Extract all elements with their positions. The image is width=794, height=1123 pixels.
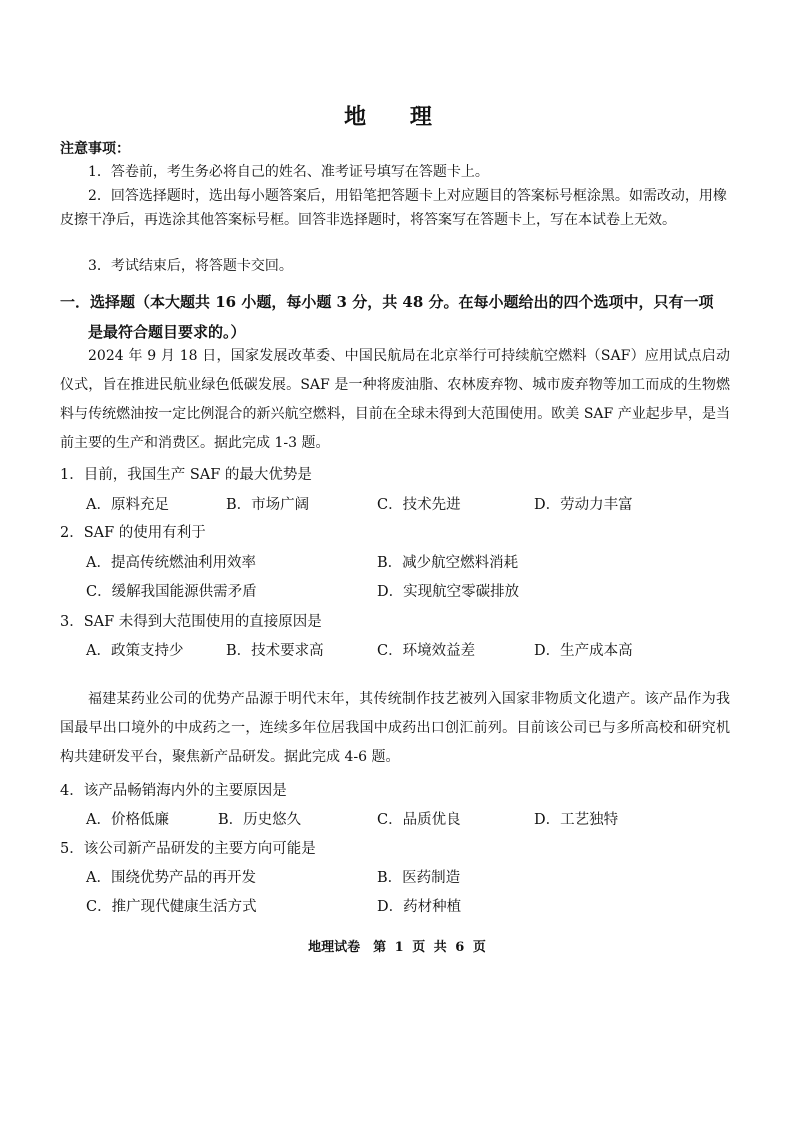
question-4-option-c: C．品质优良 [377, 812, 461, 828]
section-heading-line-1: 一．选择题（本大题共 16 小题，每小题 3 分，共 48 分。在每小题给出的四个选项中，只有一项 [60, 293, 714, 311]
question-4-option-a: A．价格低廉 [86, 812, 169, 828]
notice-heading: 注意事项： [60, 141, 130, 157]
question-1-option-d: D．劳动力丰富 [534, 497, 633, 513]
passage-saf: 2024 年 9 月 18 日，国家发展改革委、中国民航局在北京举行可持续航空燃料（SAF）应用试点启动仪式，旨在推进民航业绿色低碳发展。SAF 是一种将废油脂、农林废弃物、城市废弃物等加工而成的生物燃料与传统燃油按一定比例混合的新兴航空燃料，目前在全球未得到大范围使用。欧美 SAF 产业起步早，是当前主要的生产和消费区。据此完成 1-3 题。 [60, 348, 730, 451]
question-5-option-b: B．医药制造 [377, 870, 461, 886]
notice-item-3: 3．考试结束后，将答题卡交回。 [88, 258, 293, 274]
section-heading [60, 287, 730, 347]
question-5-option-d: D．药材种植 [377, 899, 462, 915]
question-3-option-a: A．政策支持少 [86, 643, 184, 659]
question-1-stem: 1．目前，我国生产 SAF 的最大优势是 [60, 467, 312, 483]
notice-item-2: 2．回答选择题时，选出每小题答案后，用铅笔把答题卡上对应题目的答案标号框涂黑。如需改动，用橡皮擦干净后，再选涂其他答案标号框。回答非选择题时，将答案写在答题卡上，写在本试卷上无效。 [60, 188, 727, 228]
question-2-option-c: C．缓解我国能源供需矛盾 [86, 584, 257, 600]
question-2-option-b: B．减少航空燃料消耗 [377, 555, 519, 571]
page-footer: 地理试卷 第 1 页 共 6 页 [308, 940, 486, 955]
question-3-option-c: C．环境效益差 [377, 643, 476, 659]
question-2-option-d: D．实现航空零碳排放 [377, 584, 520, 600]
question-4-stem: 4．该产品畅销海内外的主要原因是 [60, 783, 287, 799]
section-heading-line-2: 是最符合题目要求的。） [88, 323, 246, 341]
question-3-option-d: D．生产成本高 [534, 643, 633, 659]
question-4-option-d: D．工艺独特 [534, 812, 619, 828]
question-2-stem: 2．SAF 的使用有利于 [60, 525, 206, 541]
passage-pharma: 福建某药业公司的优势产品源于明代末年，其传统制作技艺被列入国家非物质文化遗产。该产品作为我国最早出口境外的中成药之一，连续多年位居我国中成药出口创汇前列。目前该公司已与多所高校和研究机构共建研发平台，聚焦新产品研发。据此完成 4-6 题。 [60, 691, 730, 765]
page-title: 地 理 [344, 104, 450, 130]
notice-item-1: 1．答卷前，考生务必将自己的姓名、准考证号填写在答题卡上。 [88, 164, 489, 180]
question-1-option-b: B．市场广阔 [226, 497, 310, 513]
question-5-option-c: C．推广现代健康生活方式 [86, 899, 257, 915]
question-4-option-b: B．历史悠久 [218, 812, 302, 828]
question-3-option-b: B．技术要求高 [226, 643, 324, 659]
question-1-option-a: A．原料充足 [86, 497, 169, 513]
question-2-option-a: A．提高传统燃油利用效率 [86, 555, 256, 571]
question-5-option-a: A．围绕优势产品的再开发 [86, 870, 256, 886]
question-1-option-c: C．技术先进 [377, 497, 461, 513]
question-3-stem: 3．SAF 未得到大范围使用的直接原因是 [60, 614, 322, 630]
question-5-stem: 5．该公司新产品研发的主要方向可能是 [60, 841, 316, 857]
